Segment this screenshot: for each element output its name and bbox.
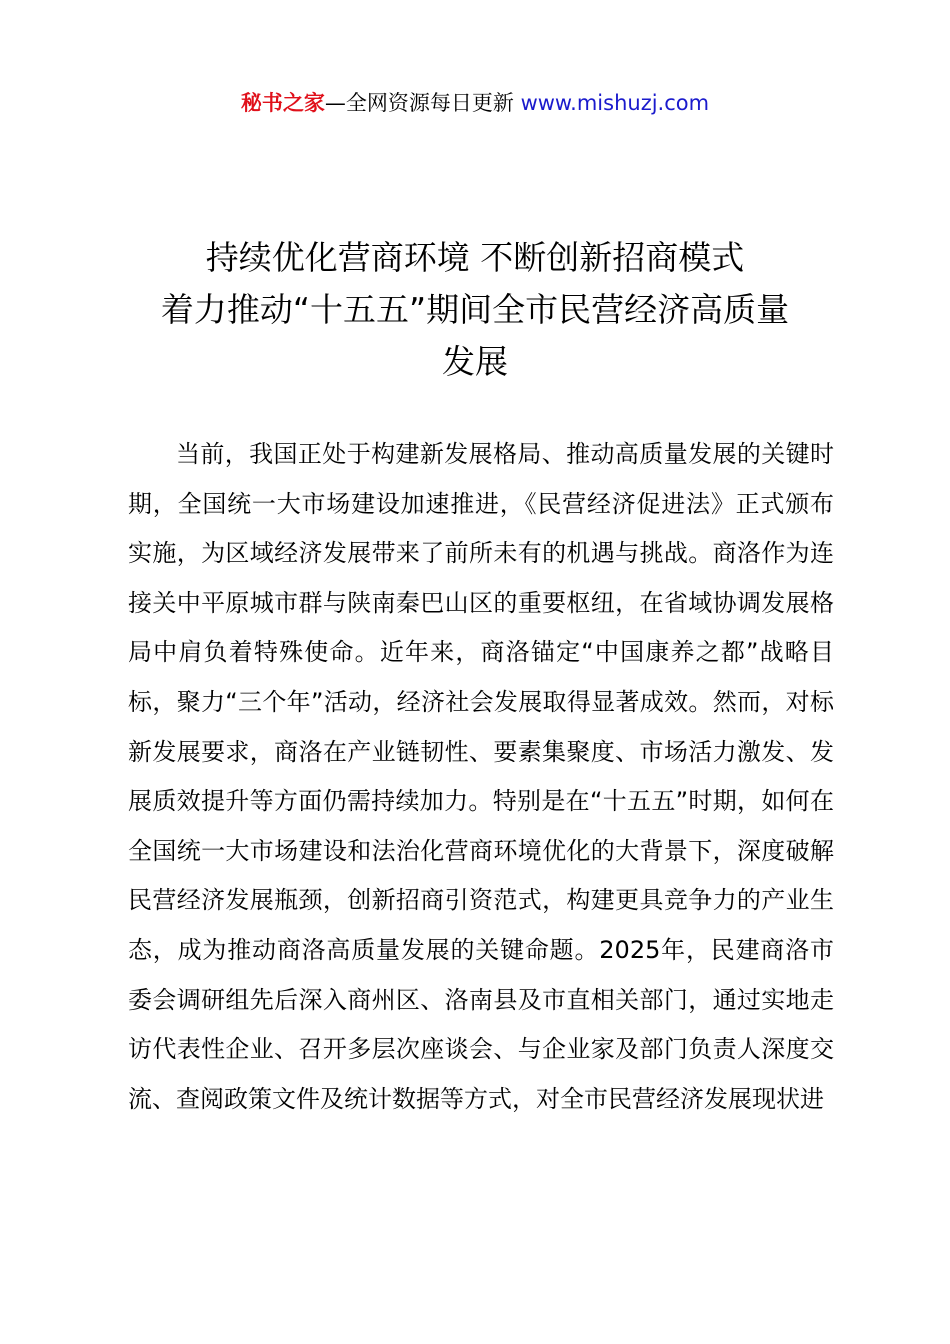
- title-line-1: 持续优化营商环境 不断创新招商模式: [205, 238, 745, 277]
- body-paragraph: 当前，我国正处于构建新发展格局、推动高质量发展的关键时期，全国统一大市场建设加速推进，《民营经济促进法》正式颁布实施，为区域经济发展带来了前所未有的机遇与挑战。商洛作为连接关中平原城市群与陕南秦巴山区的重要枢纽，在省域协调发展格局中肩负着特殊使命。近年来，商洛锚定“中国康养之都”战略目标，聚力“三个年”活动，经济社会发展取得显著成效。然而，对标新发展要求，商洛在产业链韧性、要素集聚度、市场活力激发、发展质效提升等方面仍需持续加力。特别是在“十五五”时期，如何在全国统一大市场建设和法治化营商环境优化的大背景下，深度破解民营经济发展瓶颈，创新招商引资范式，构建更具竞争力的产业生态，成为推动商洛高质量发展的关键命题。2025年，民建商洛市委会调研组先后深入商州区、洛南县及市直相关部门，通过实地走访代表性企业、召开多层次座谈会、与企业家及部门负责人深度交流、查阅政策文件及统计数据等方式，对全市民营经济发展现状进: [128, 440, 834, 1113]
- site-url-link[interactable]: www.mishuzj.com: [520, 91, 710, 115]
- header-slogan: —全网资源每日更新: [324, 91, 521, 115]
- document-body: [128, 430, 834, 1124]
- title-line-3: 发展: [442, 342, 508, 381]
- document-title: [100, 232, 850, 388]
- title-line-2: 着力推动“十五五”期间全市民营经济高质量: [160, 290, 790, 329]
- site-header: [0, 88, 950, 118]
- brand-name: 秘书之家: [240, 91, 325, 115]
